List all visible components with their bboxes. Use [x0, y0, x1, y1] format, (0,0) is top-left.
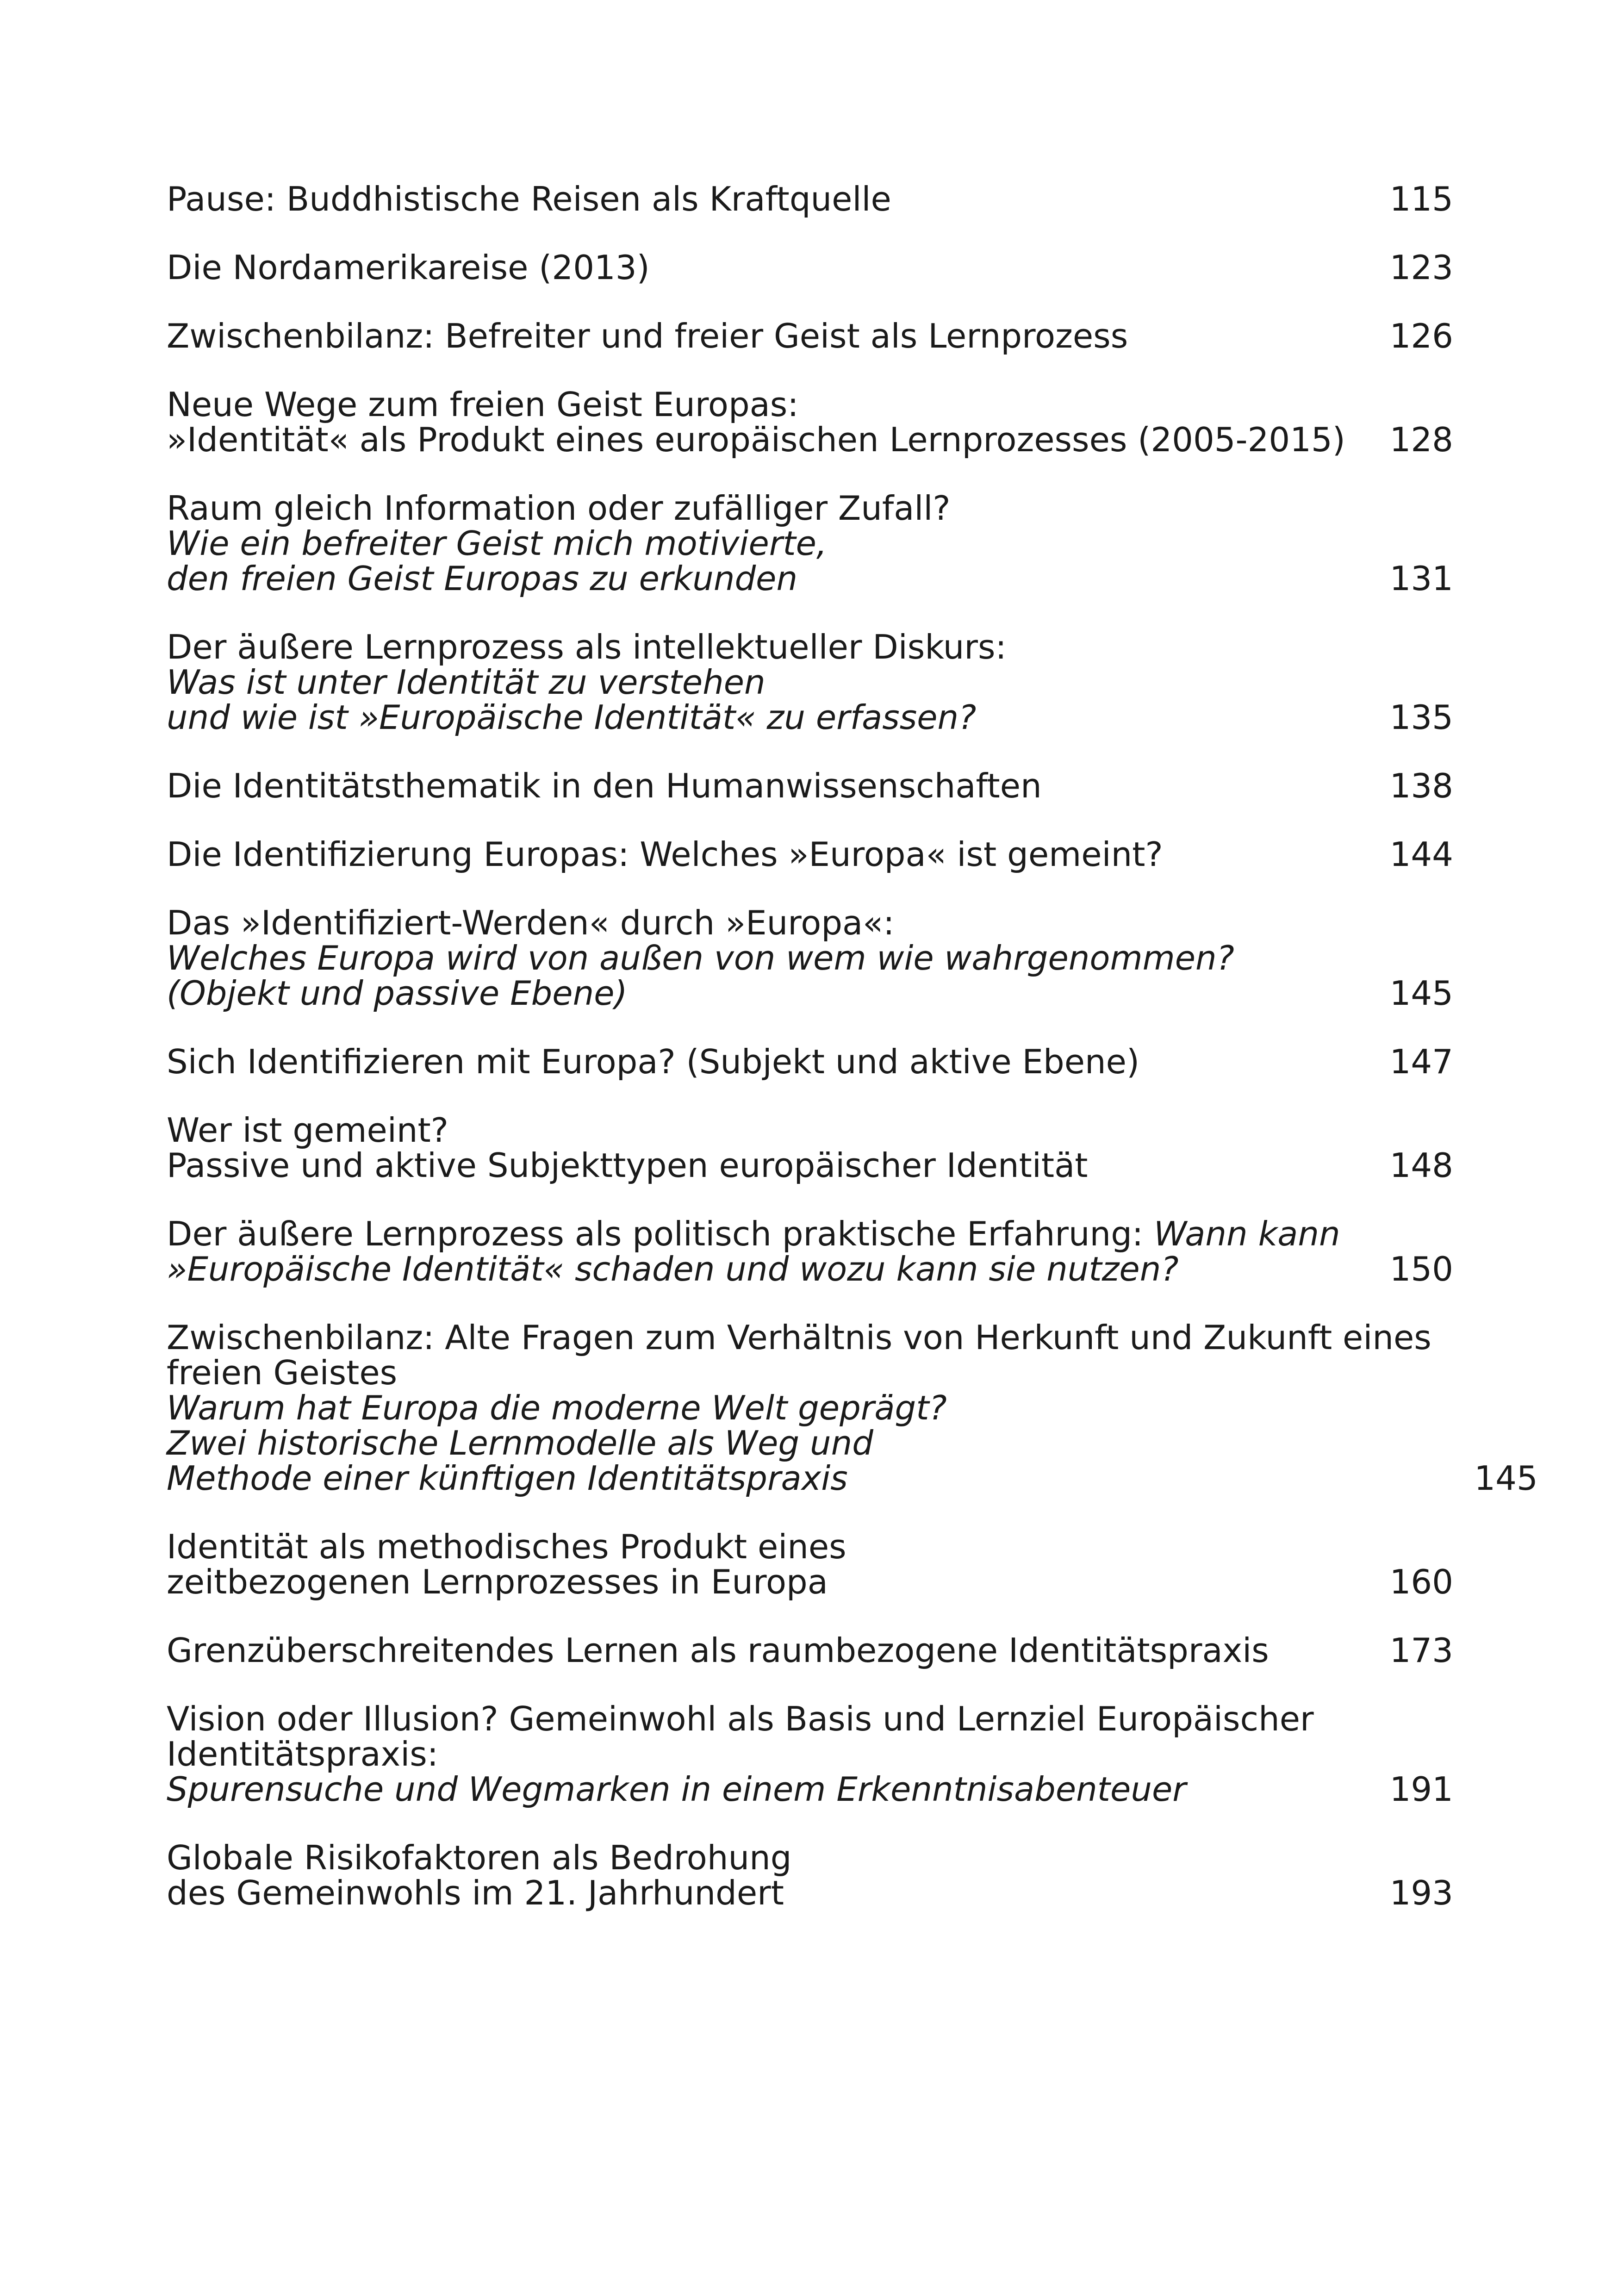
toc-entry-line: Spurensuche und Wegmarken in einem Erkenntnisabenteuer	[167, 1770, 1186, 1809]
toc-page-number: 150	[1389, 1250, 1453, 1288]
toc-entry-title	[167, 629, 1384, 735]
toc-entry	[167, 1633, 1453, 1668]
toc-entry-line: Welches Europa wird von außen von wem wie wahrgenommen?	[167, 939, 1234, 977]
toc-entry-line: Raum gleich Information oder zufälliger Zufall?	[167, 489, 951, 528]
toc-entry-title	[167, 1044, 1384, 1079]
toc-entry	[167, 1701, 1453, 1807]
toc-entry	[167, 1840, 1453, 1910]
toc-entry-line: und wie ist »Europäische Identität« zu erfassen?	[167, 698, 977, 737]
toc-page-number: 135	[1389, 698, 1453, 737]
toc-entry-line	[167, 1216, 1347, 1251]
toc-entry-title	[167, 837, 1384, 872]
toc-entry-line: zeitbezogenen Lernprozesses in Europa	[167, 1562, 828, 1601]
toc-entry-title	[167, 318, 1384, 354]
toc-entry-line: Die Identifizierung Europas: Welches »Europa« ist gemeint?	[167, 835, 1163, 874]
toc-entry-title	[167, 1320, 1469, 1496]
toc-entry-title	[167, 905, 1384, 1011]
toc-entry-line-text: Der äußere Lernprozess als politisch praktische Erfahrung:	[167, 1214, 1154, 1253]
toc-page-number: 128	[1389, 420, 1453, 459]
toc-entry-title	[167, 181, 1384, 217]
toc-page-number: 138	[1389, 766, 1453, 805]
toc-entry	[167, 1044, 1453, 1079]
toc-entry-line: (Objekt und passive Ebene)	[167, 974, 628, 1013]
toc-entry-title	[167, 1840, 1384, 1910]
toc-entry-line: Der äußere Lernprozess als intellektueller Diskurs:	[167, 628, 1007, 666]
toc-entry-line: Methode einer künftigen Identitätspraxis	[167, 1459, 848, 1498]
toc-entry-line: Globale Risikofaktoren als Bedrohung	[167, 1838, 792, 1877]
toc-page-number: 144	[1389, 835, 1453, 874]
toc-page-number: 126	[1389, 317, 1453, 355]
toc-entry-line: Pause: Buddhistische Reisen als Kraftquelle	[167, 180, 891, 218]
toc-entry	[167, 1529, 1453, 1599]
toc-entry	[167, 491, 1453, 596]
toc-entry	[167, 837, 1453, 872]
toc-entry-line: Wer ist gemeint?	[167, 1111, 448, 1150]
toc-entry-line: Zwischenbilanz: Alte Fragen zum Verhältnis von Herkunft und Zukunft eines	[167, 1318, 1431, 1357]
toc-entry	[167, 629, 1453, 735]
toc-entry	[167, 318, 1453, 354]
toc-page-number: 145	[1389, 974, 1453, 1013]
toc-entry-line: Das »Identifiziert-Werden« durch »Europa«:	[167, 903, 895, 942]
toc-entry-line: Identitätspraxis:	[167, 1735, 439, 1773]
toc-entry	[167, 387, 1453, 457]
toc-entry	[167, 1216, 1453, 1287]
toc-entry-title	[167, 1701, 1384, 1807]
toc-entry-line: Zwischenbilanz: Befreiter und freier Geist als Lernprozess	[167, 317, 1128, 355]
toc-entry-title	[167, 1633, 1384, 1668]
toc-entry-line: den freien Geist Europas zu erkunden	[167, 559, 798, 598]
toc-page-number: 115	[1389, 180, 1453, 218]
toc-page-number: 160	[1389, 1562, 1453, 1601]
toc-entry	[167, 1318, 1538, 1498]
toc-entry	[167, 250, 1453, 285]
toc-entry-line: Identität als methodisches Produkt eines	[167, 1527, 846, 1566]
toc-entry-line: Passive und aktive Subjekttypen europäischer Identität	[167, 1146, 1088, 1185]
toc-page-number: 191	[1389, 1770, 1453, 1809]
toc-page-number: 131	[1389, 559, 1453, 598]
toc-entry-line: Vision oder Illusion? Gemeinwohl als Basis und Lernziel Europäischer	[167, 1699, 1314, 1738]
toc-entry-title	[167, 768, 1384, 803]
toc-entry-line: Was ist unter Identität zu verstehen	[167, 663, 765, 702]
toc-entry-line: »Identität« als Produkt eines europäischen Lernprozesses (2005-2015)	[167, 420, 1345, 459]
toc-entry	[167, 181, 1453, 217]
toc-entry-line: Warum hat Europa die moderne Welt geprägt?	[167, 1388, 947, 1427]
toc-entry-line: Wie ein befreiter Geist mich motivierte,	[167, 524, 827, 563]
toc-entry-title	[167, 491, 1384, 596]
toc-page-number: 148	[1389, 1146, 1453, 1185]
table-of-contents	[167, 180, 1538, 1944]
toc-entry	[167, 1113, 1453, 1183]
toc-entry-title	[167, 387, 1384, 457]
toc-entry-line: Grenzüberschreitendes Lernen als raumbezogene Identitätspraxis	[167, 1631, 1269, 1670]
toc-entry-line: Die Nordamerikareise (2013)	[167, 248, 650, 287]
toc-entry	[167, 905, 1453, 1011]
toc-page-number: 145	[1474, 1459, 1538, 1498]
toc-entry-line: des Gemeinwohls im 21. Jahrhundert	[167, 1873, 784, 1912]
toc-page-number: 173	[1389, 1631, 1453, 1670]
toc-entry-line: »Europäische Identität« schaden und wozu kann sie nutzen?	[167, 1250, 1179, 1288]
toc-entry-title	[167, 1216, 1384, 1287]
toc-entry-line: Sich Identifizieren mit Europa? (Subjekt und aktive Ebene)	[167, 1042, 1140, 1081]
toc-entry-line: Neue Wege zum freien Geist Europas:	[167, 385, 799, 424]
toc-entry-title	[167, 1529, 1384, 1599]
toc-entry-title	[167, 1113, 1384, 1183]
toc-entry-line: Die Identitätsthematik in den Humanwissenschaften	[167, 766, 1042, 805]
toc-page-number: 147	[1389, 1042, 1453, 1081]
toc-entry-line-italic-text: Wann kann	[1154, 1214, 1340, 1253]
toc-entry-line: freien Geistes	[167, 1353, 398, 1392]
toc-entry-line: Zwei historische Lernmodelle als Weg und	[167, 1424, 873, 1462]
toc-entry-title	[167, 250, 1384, 285]
toc-page-number: 123	[1389, 248, 1453, 287]
toc-page-number: 193	[1389, 1873, 1453, 1912]
toc-entry	[167, 768, 1453, 803]
